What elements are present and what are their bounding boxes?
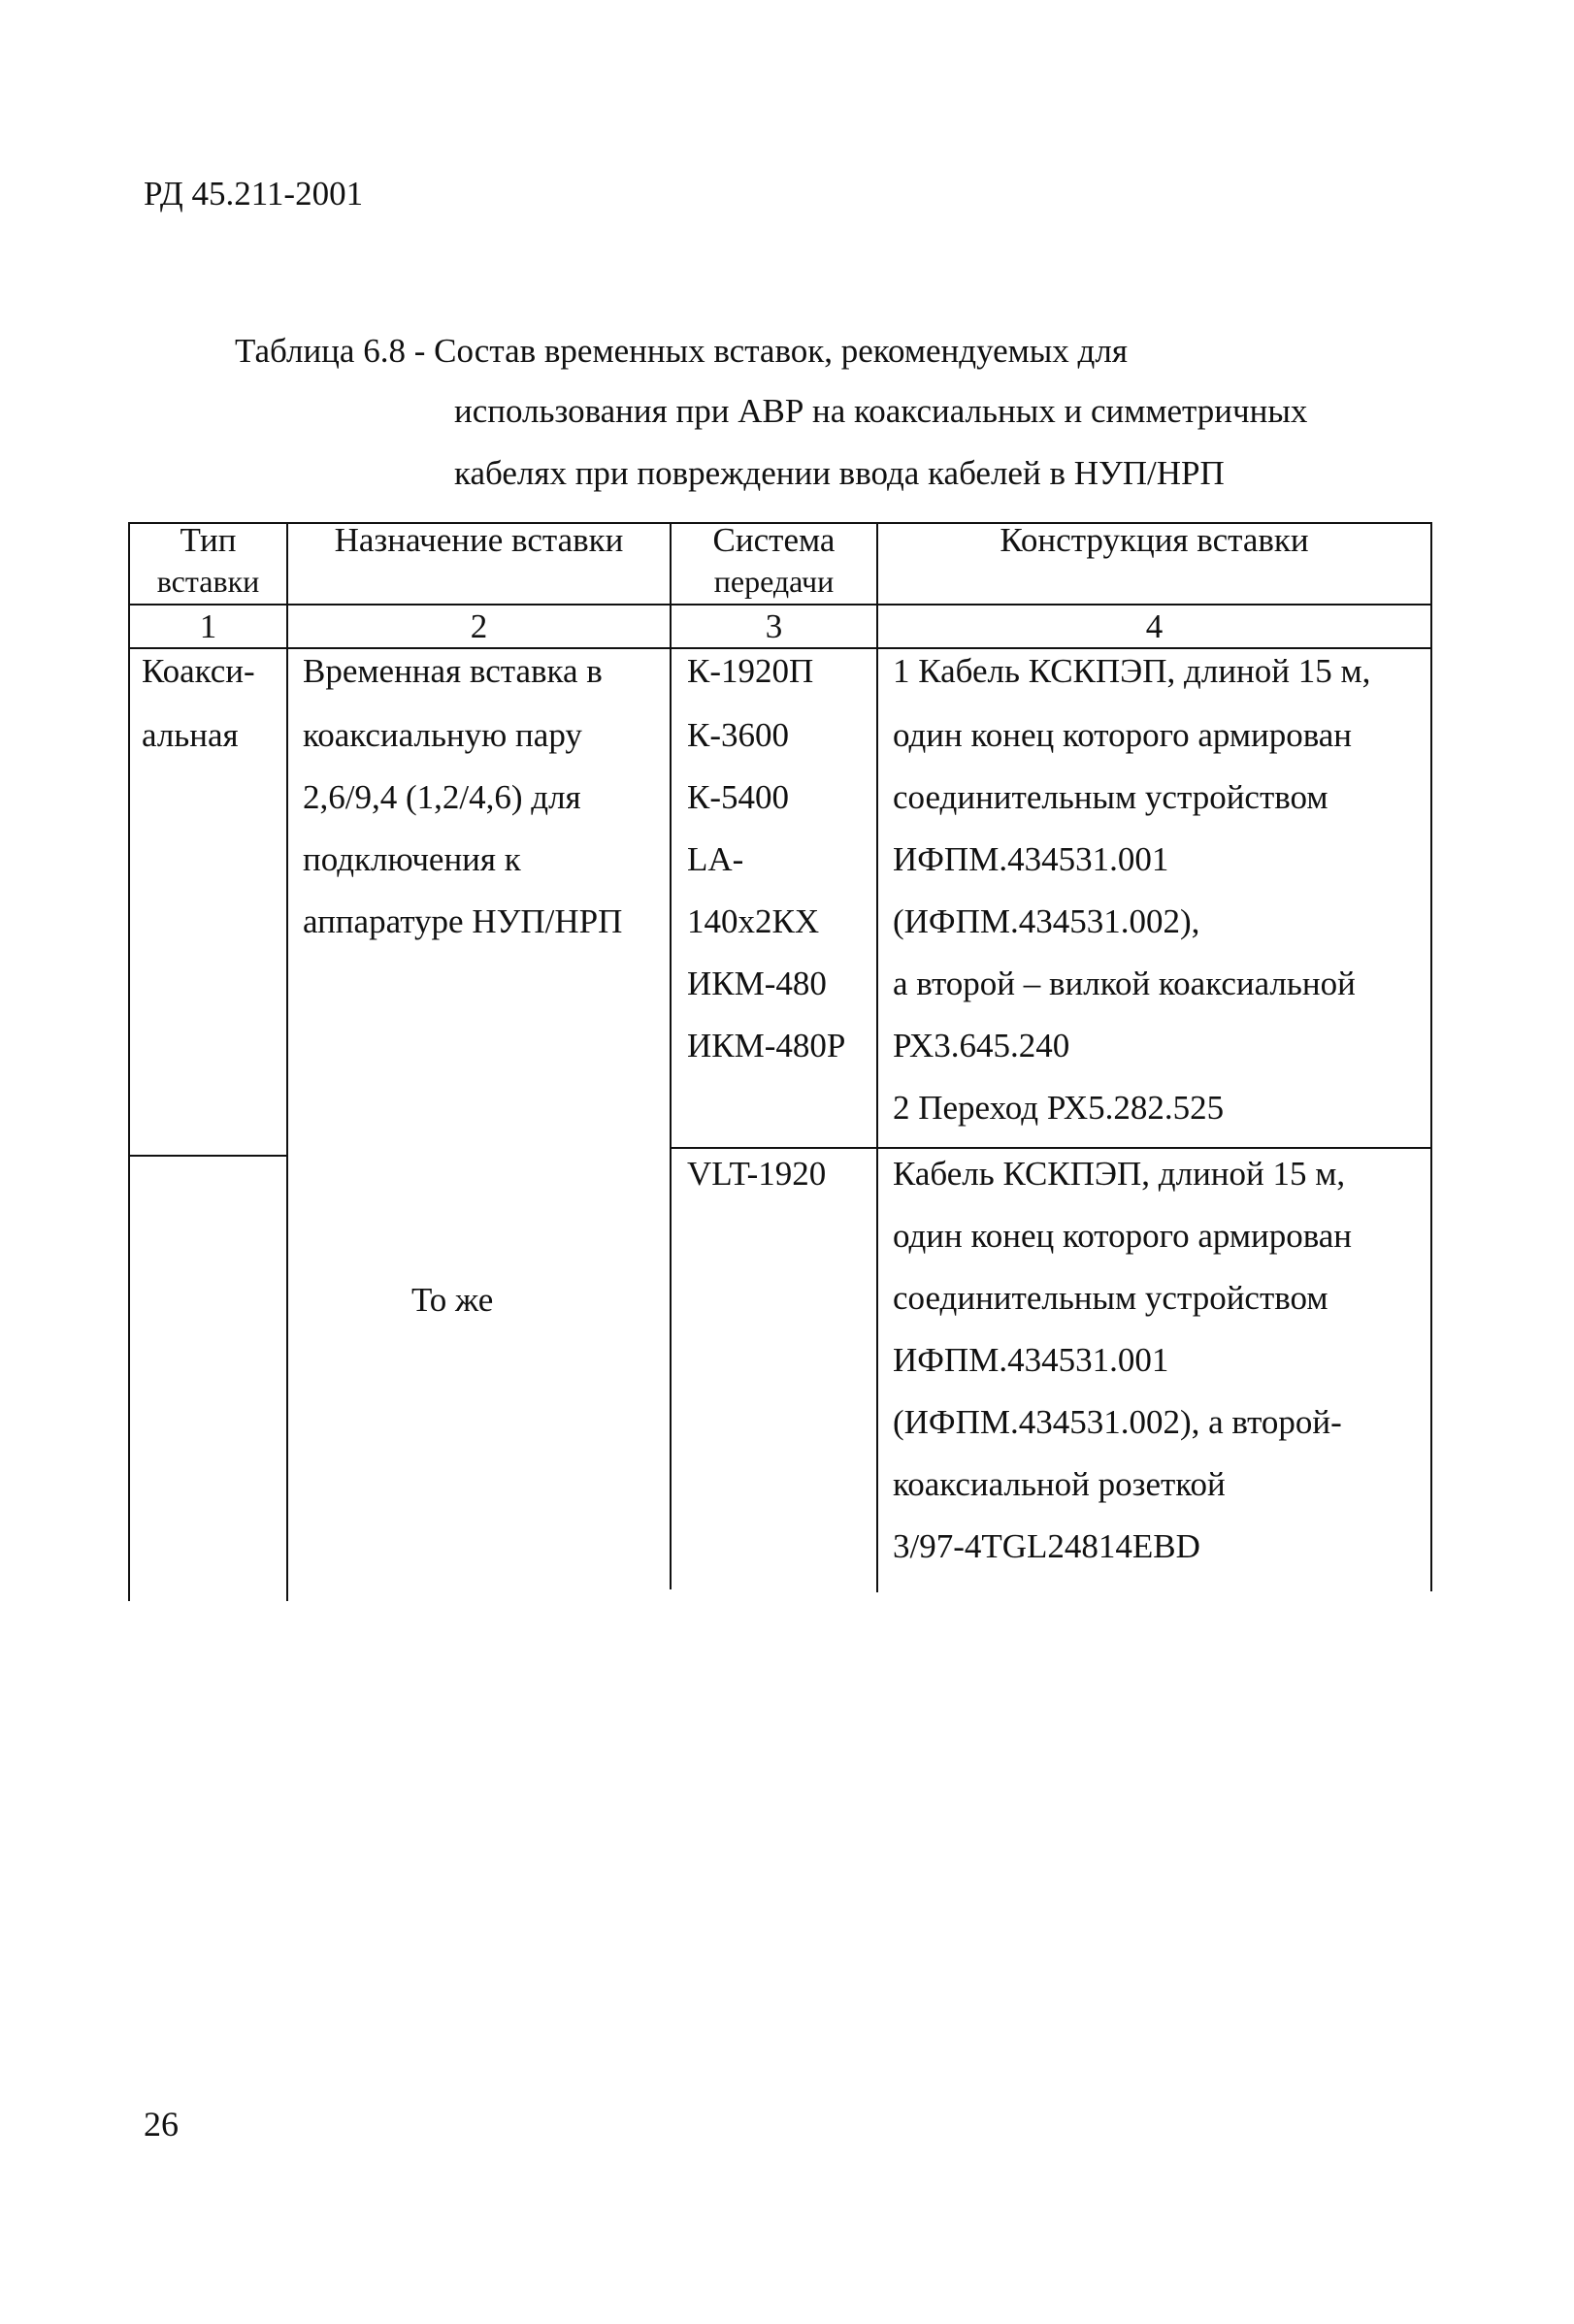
row1-type-line-2: альная [142, 716, 239, 754]
header-construction [878, 519, 1430, 562]
header-type [130, 519, 286, 601]
header-type-line-1: Тип [180, 521, 237, 559]
row1-system-line-2: К-3600 [687, 716, 789, 754]
row2-construction-line-2: один конец которого армирован [893, 1217, 1353, 1255]
row2-construction-line-3: соединительным устройством [893, 1279, 1328, 1317]
row2-construction-line-6: коаксиальной розеткой [893, 1465, 1226, 1503]
row1-system-line-1: К-1920П [687, 652, 814, 690]
row2-construction-line-1: Кабель КСКПЭП, длиной 15 м, [893, 1155, 1346, 1193]
row1-construction-line-3: соединительным устройством [893, 778, 1328, 816]
row1-type-bottom-border [128, 1155, 288, 1157]
document-code: РД 45.211-2001 [144, 175, 364, 213]
row2-construction-line-5: (ИФПМ.434531.002), а второй- [893, 1403, 1342, 1441]
row1-purpose-line-1: Временная вставка в [303, 652, 603, 690]
row1-system-line-4: LA- [687, 840, 744, 878]
header-type-line-2: вставки [156, 564, 260, 599]
row2-construction-line-4: ИФПМ.434531.001 [893, 1341, 1169, 1379]
row1-purpose-line-4: подключения к [303, 840, 521, 878]
table-caption-line-2: использования при АВР на коаксиальных и симметричных [454, 392, 1308, 430]
column-number-1: 1 [199, 607, 217, 645]
column-number-2: 2 [470, 607, 488, 645]
row1-system-line-3: К-5400 [687, 778, 789, 816]
row1-construction-line-4: ИФПМ.434531.001 [893, 840, 1169, 878]
header-system [672, 519, 876, 601]
table-caption-line-1: Таблица 6.8 - Состав временных вставок, рекомендуемых для [235, 332, 1128, 370]
table-right-border [1430, 522, 1432, 1591]
header-purpose-line-1: Назначение вставки [334, 521, 624, 559]
row1-construction-line-6: а второй – вилкой коаксиальной [893, 965, 1356, 1002]
row1-construction-line-7: РХ3.645.240 [893, 1027, 1070, 1064]
row1-purpose-line-3: 2,6/9,4 (1,2/4,6) для [303, 778, 581, 816]
row1-construction-line-8: 2 Переход РХ5.282.525 [893, 1089, 1225, 1127]
column-divider-1 [286, 522, 288, 1601]
table-caption-line-3: кабелях при повреждении ввода кабелей в НУП/НРП [454, 454, 1225, 492]
row1-construction-line-1: 1 Кабель КСКПЭП, длиной 15 м, [893, 652, 1371, 690]
page-number: 26 [144, 2105, 179, 2144]
row1-construction-line-2: один конец которого армирован [893, 716, 1353, 754]
column-number-3: 3 [765, 607, 783, 645]
header-purpose [288, 519, 670, 562]
row1-purpose-line-2: коаксиальную пару [303, 716, 582, 754]
header-system-line-2: передачи [713, 564, 835, 599]
column-number-4: 4 [1145, 607, 1164, 645]
row1-type-line-1: Коакси- [142, 652, 255, 690]
row2-construction-line-7: 3/97-4TGL24814EBD [893, 1527, 1200, 1565]
header-construction-line-1: Конструкция вставки [1000, 521, 1309, 559]
row1-purpose-line-5: аппаратуре НУП/НРП [303, 902, 623, 940]
row1-system-line-5: 140х2КХ [687, 902, 820, 940]
column-divider-3 [876, 522, 878, 1592]
column-divider-2 [670, 522, 672, 1589]
row2-system-line-1: VLT-1920 [687, 1155, 827, 1193]
table-left-border [128, 522, 130, 1601]
row1-system-line-6: ИКМ-480 [687, 965, 827, 1002]
row1-construction-line-5: (ИФПМ.434531.002), [893, 902, 1200, 940]
header-system-line-1: Система [712, 521, 836, 559]
row1-system-line-7: ИКМ-480Р [687, 1027, 846, 1064]
row1-system-bottom-border [670, 1147, 1432, 1149]
row2-purpose-line-1: То же [411, 1281, 494, 1319]
